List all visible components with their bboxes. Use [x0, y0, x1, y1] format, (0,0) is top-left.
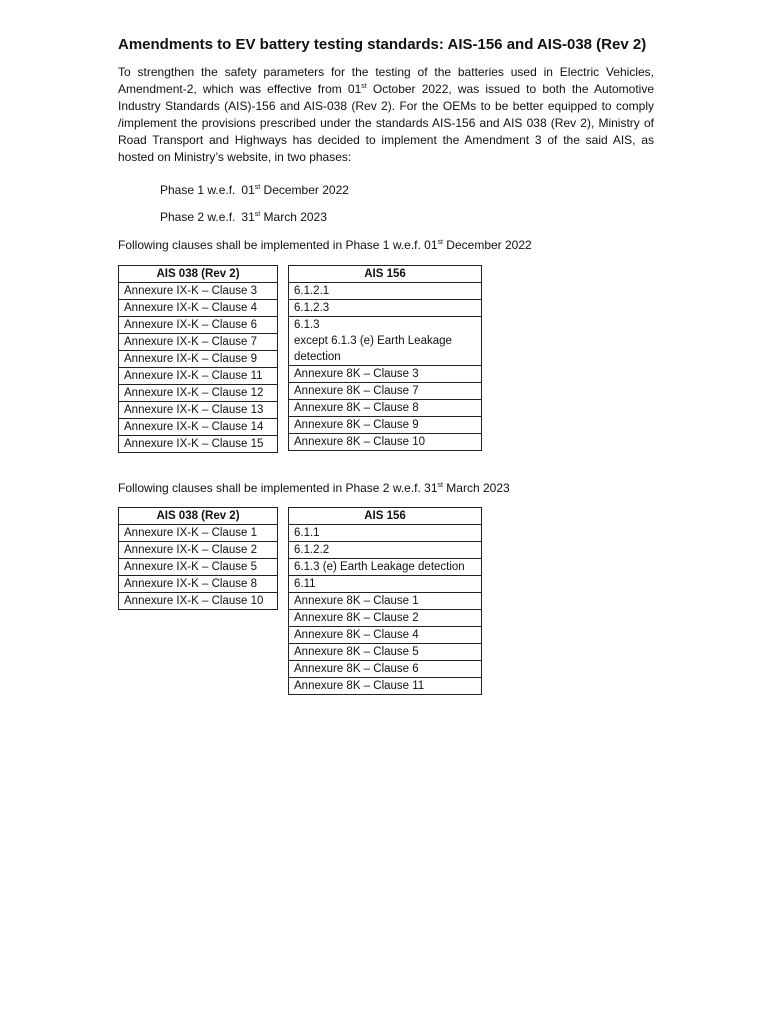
- phase-1-ais038-table: [118, 265, 278, 453]
- table-row: Annexure IX-K – Clause 1: [119, 525, 278, 542]
- table-row: Annexure IX-K – Clause 4: [119, 300, 278, 317]
- table-header: AIS 038 (Rev 2): [119, 266, 278, 283]
- phase-1-ais156-table: [288, 265, 482, 451]
- table-row: Annexure IX-K – Clause 14: [119, 419, 278, 436]
- table-row: Annexure IX-K – Clause 6: [119, 317, 278, 334]
- phase-2-ais156-table: [288, 507, 482, 695]
- table-row: Annexure IX-K – Clause 12: [119, 385, 278, 402]
- table-row: 6.11: [289, 576, 482, 593]
- document-title: Amendments to EV battery testing standards: AIS-156 and AIS-038 (Rev 2): [118, 36, 647, 53]
- table-row: Annexure IX-K – Clause 5: [119, 559, 278, 576]
- table-row: Annexure IX-K – Clause 7: [119, 334, 278, 351]
- table-row: Annexure 8K – Clause 2: [289, 610, 482, 627]
- table-row: Annexure 8K – Clause 11: [289, 678, 482, 695]
- phase-2-line: Phase 2 w.e.f. 31st March 2023: [160, 210, 327, 224]
- table-row: 6.1.2.1: [289, 283, 482, 300]
- table-row: Annexure 8K – Clause 10: [289, 434, 482, 451]
- phase-2-caption: Following clauses shall be implemented in Phase 2 w.e.f. 31st March 2023: [118, 481, 510, 495]
- table-row: Annexure IX-K – Clause 3: [119, 283, 278, 300]
- table-header: AIS 156: [289, 508, 482, 525]
- table-row: Annexure 8K – Clause 3: [289, 366, 482, 383]
- table-row: Annexure IX-K – Clause 10: [119, 593, 278, 610]
- phase-1-line: Phase 1 w.e.f. 01st December 2022: [160, 183, 349, 197]
- table-row: Annexure 8K – Clause 9: [289, 417, 482, 434]
- table-row: Annexure 8K – Clause 6: [289, 661, 482, 678]
- table-row: Annexure IX-K – Clause 13: [119, 402, 278, 419]
- table-row: 6.1.1: [289, 525, 482, 542]
- phase-1-caption: Following clauses shall be implemented in Phase 1 w.e.f. 01st December 2022: [118, 238, 532, 252]
- table-row: 6.1.3 except 6.1.3 (e) Earth Leakage detection: [289, 317, 482, 366]
- phase-2-ais038-table: [118, 507, 278, 610]
- table-row: 6.1.3 (e) Earth Leakage detection: [289, 559, 482, 576]
- table-row: Annexure IX-K – Clause 11: [119, 368, 278, 385]
- table-row: Annexure 8K – Clause 4: [289, 627, 482, 644]
- table-row: Annexure 8K – Clause 8: [289, 400, 482, 417]
- table-row: Annexure 8K – Clause 5: [289, 644, 482, 661]
- table-row: 6.1.2.3: [289, 300, 482, 317]
- table-row: Annexure IX-K – Clause 8: [119, 576, 278, 593]
- table-row: Annexure IX-K – Clause 9: [119, 351, 278, 368]
- table-row: 6.1.2.2: [289, 542, 482, 559]
- table-row: Annexure IX-K – Clause 2: [119, 542, 278, 559]
- intro-paragraph: To strengthen the safety parameters for the testing of the batteries used in Electric Vehicles, Amendment-2, which was effective from 01st October 2022, was issued to both the Automotive Industry Standards (AIS)-156 and AIS-038 (Rev 2). For the OEMs to be better equipped to comply /implement the provisions prescribed under the standards AIS-156 and AIS 038 (Rev 2), Ministry of Road Transport and Highways has decided to implement the Amendment 3 of the said AIS, as hosted on Ministry’s website, in two phases:: [118, 65, 655, 164]
- table-header: AIS 156: [289, 266, 482, 283]
- table-row: Annexure 8K – Clause 7: [289, 383, 482, 400]
- table-header: AIS 038 (Rev 2): [119, 508, 278, 525]
- table-row: Annexure IX-K – Clause 15: [119, 436, 278, 453]
- table-row: Annexure 8K – Clause 1: [289, 593, 482, 610]
